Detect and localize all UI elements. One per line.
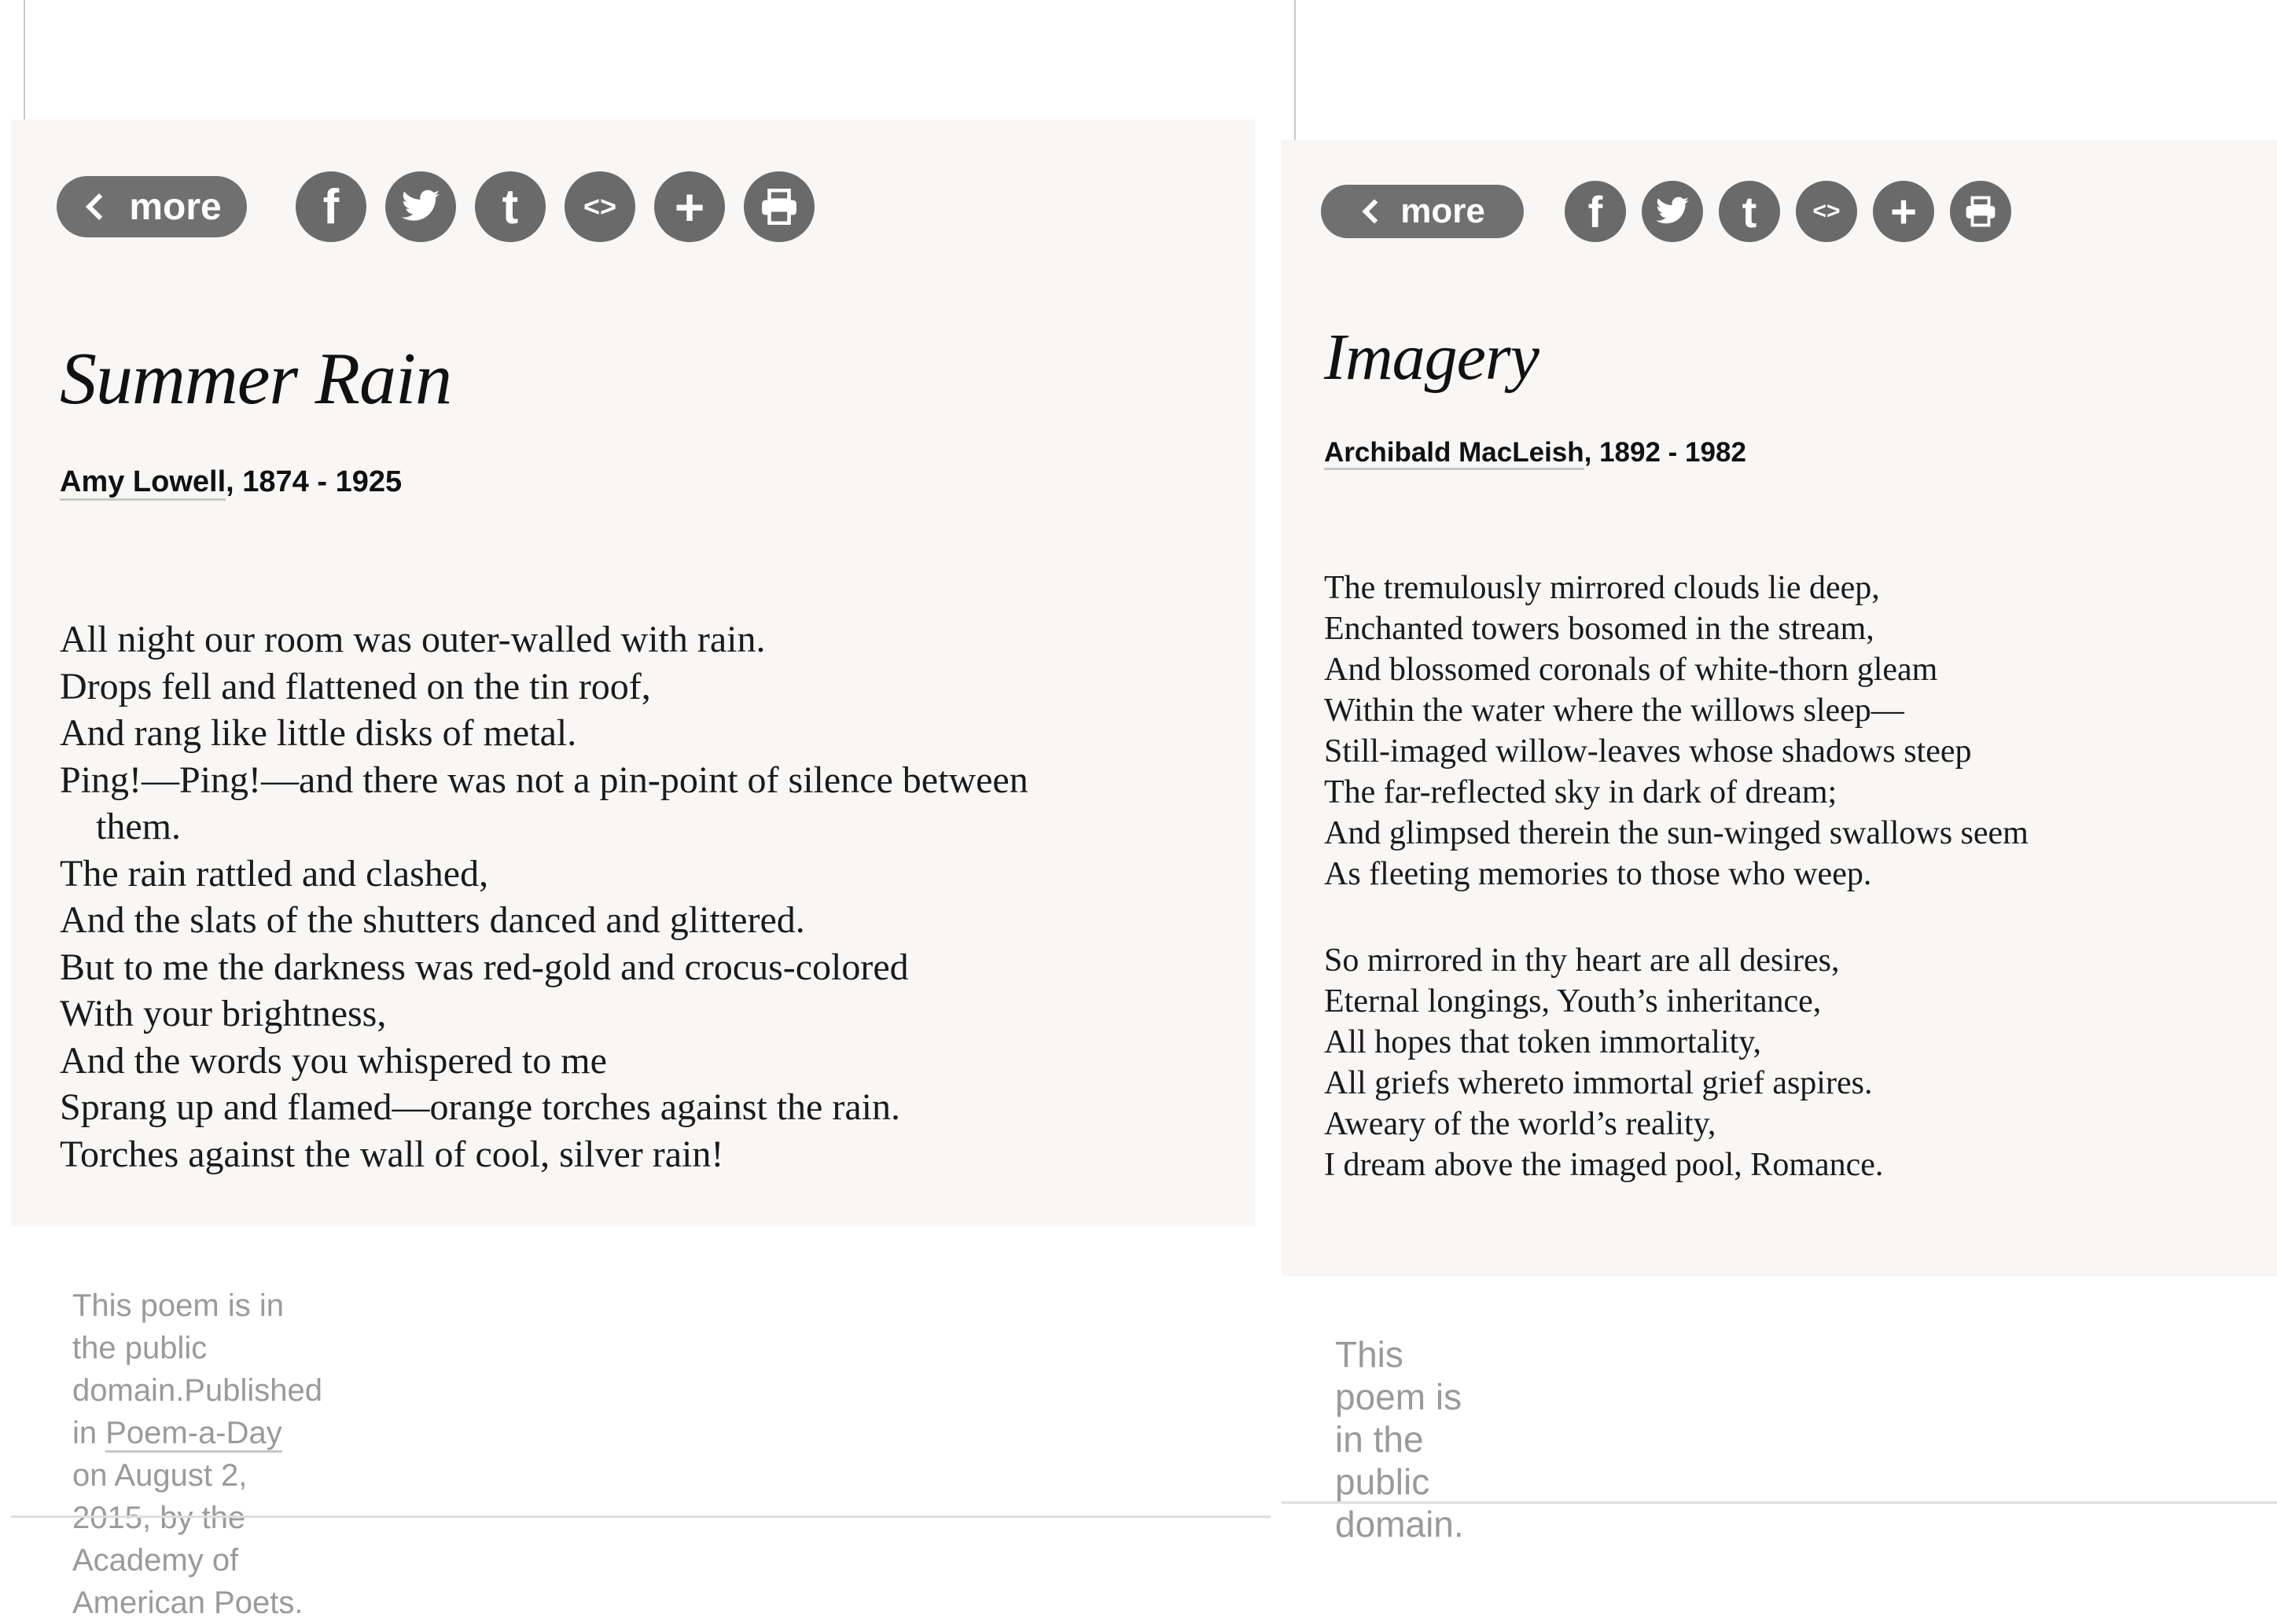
poem-line: Still-imaged willow-leaves whose shadows steep [1324, 733, 1972, 770]
poem-line: Aweary of the world’s reality, [1324, 1106, 1716, 1142]
poem-line: All night our room was outer-walled with rain. [60, 619, 766, 660]
stanza-break [1324, 895, 2029, 940]
chevron-left-icon [1363, 199, 1387, 223]
poem-body [60, 616, 1028, 1178]
print-icon[interactable] [1950, 181, 2011, 242]
twitter-icon[interactable] [385, 171, 456, 242]
left-bottom-divider [11, 1516, 1271, 1518]
poem-line: As fleeting memories to those who weep. [1324, 856, 1872, 892]
poem-line: But to me the darkness was red-gold and crocus-colored [60, 946, 909, 988]
facebook-icon[interactable]: f [1565, 181, 1626, 242]
poem-line: Torches against the wall of cool, silver rain! [60, 1133, 724, 1175]
author-dates: , 1874 - 1925 [226, 465, 403, 498]
tumblr-icon[interactable]: t [1719, 181, 1780, 242]
poem-line: All hopes that token immortality, [1324, 1024, 1762, 1060]
more-button[interactable] [57, 176, 247, 237]
plus-icon[interactable]: + [654, 171, 725, 242]
more-button-label: more [1400, 192, 1485, 230]
poem-a-day-link[interactable]: Poem-a-Day [105, 1416, 282, 1453]
poem-line: And glimpsed therein the sun-winged swallows seem [1324, 815, 2029, 851]
poem-line: Enchanted towers bosomed in the stream, [1324, 611, 1874, 647]
poem-line: The tremulously mirrored clouds lie deep, [1324, 570, 1880, 606]
author-link[interactable]: Amy Lowell [60, 465, 226, 501]
more-button[interactable] [1321, 185, 1524, 238]
poem-line: All griefs whereto immortal grief aspires. [1324, 1065, 1873, 1101]
poem-line: And the slats of the shutters danced and glittered. [60, 899, 805, 941]
right-footer-note: This poem is in the public domain. [1335, 1334, 1464, 1545]
left-share-toolbar [57, 171, 815, 242]
poem-line: I dream above the imaged pool, Romance. [1324, 1147, 1884, 1183]
twitter-icon[interactable] [1642, 181, 1703, 242]
poem-line: The rain rattled and clashed, [60, 852, 489, 895]
poem-author [1324, 437, 1746, 468]
poem-line: The far-reflected sky in dark of dream; [1324, 774, 1837, 810]
poem-line: And blossomed coronals of white-thorn gleam [1324, 652, 1938, 688]
poem-line: With your brightness, [60, 993, 387, 1034]
embed-icon[interactable]: <> [1796, 181, 1857, 242]
embed-icon[interactable]: <> [565, 171, 635, 242]
chevron-left-icon [86, 193, 112, 220]
poem-title: Summer Rain [60, 338, 452, 420]
plus-icon[interactable]: + [1873, 181, 1934, 242]
poem-line: Eternal longings, Youth’s inheritance, [1324, 983, 1822, 1020]
poem-title: Imagery [1324, 321, 1539, 394]
poem-line: So mirrored in thy heart are all desires, [1324, 942, 1840, 979]
facebook-icon[interactable]: f [296, 171, 366, 242]
poem-line: And rang like little disks of metal. [60, 712, 577, 754]
footer-line-1 [72, 1284, 322, 1497]
poem-line: And the words you whispered to me [60, 1039, 607, 1082]
poem-body [1324, 568, 2029, 1185]
poem-line: Within the water where the willows sleep— [1324, 693, 1904, 729]
poem-stanza-2 [1324, 940, 2029, 1185]
print-icon[interactable] [744, 171, 815, 242]
more-button-label: more [129, 186, 222, 228]
author-link[interactable]: Archibald MacLeish [1324, 437, 1584, 470]
author-dates: , 1892 - 1982 [1584, 437, 1746, 468]
right-poem-card [1282, 140, 2277, 1277]
left-poem-card [11, 119, 1255, 1226]
footer-text: This poem is in the public domain.Published in [72, 1288, 322, 1450]
footer-line-2: 2015, by the Academy of American Poets. [72, 1501, 303, 1620]
poem-line: Sprang up and flamed—orange torches against the rain. [60, 1086, 900, 1128]
tumblr-icon[interactable]: t [475, 171, 546, 242]
poem-line: Ping!—Ping!—and there was not a pin-point of silence between [60, 759, 1028, 801]
poem-line: them. [96, 806, 181, 847]
left-footer-note [72, 1284, 322, 1624]
poem-line: Drops fell and flattened on the tin roof, [60, 665, 651, 707]
right-share-toolbar [1321, 181, 2011, 242]
poem-author [60, 465, 402, 499]
right-bottom-divider [1282, 1501, 2277, 1504]
poem-stanza-1 [1324, 568, 2029, 895]
footer-text: on August 2, [72, 1458, 248, 1493]
